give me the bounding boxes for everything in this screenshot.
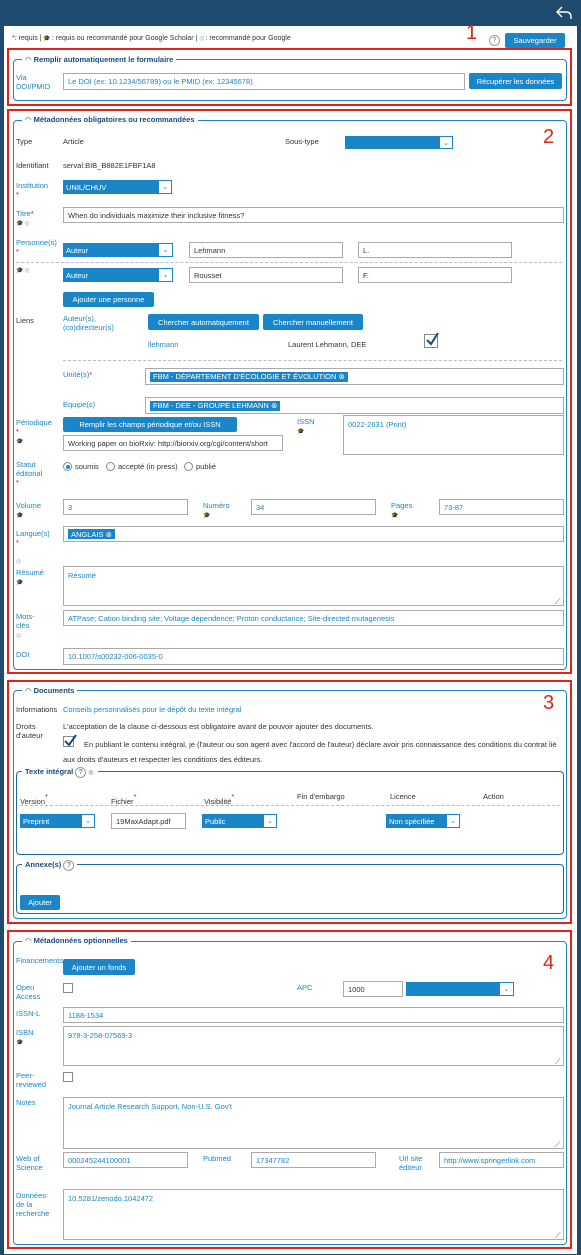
via-label: Via DOI/PMID xyxy=(16,73,51,91)
section-number-1: 1 xyxy=(466,22,478,44)
version-select[interactable]: Preprint xyxy=(20,814,81,828)
person-1-firstname[interactable]: L. xyxy=(358,242,512,258)
institution-select[interactable]: UNIL/CHUV xyxy=(63,180,158,194)
status-submitted-radio[interactable] xyxy=(63,462,72,471)
add-funding-button[interactable]: Ajouter un fonds xyxy=(63,959,135,975)
remove-tag-icon[interactable]: ⊗ xyxy=(105,529,112,539)
periodical-input[interactable]: Working paper on bioRxiv: http://biorxiv.org/cgi/content/short xyxy=(63,435,283,451)
open-access-checkbox[interactable] xyxy=(63,983,73,993)
chevron-down-icon[interactable]: ⌄ xyxy=(263,814,277,828)
link-person-name: Laurent Lehmann, DEE xyxy=(288,340,367,349)
status-accepted-radio[interactable] xyxy=(106,462,115,471)
abstract-label: Résumé 🎓 xyxy=(16,568,44,586)
keywords-label: Mots-clés ◎ xyxy=(16,612,35,639)
fulltext-title: Texte intégral ? ◎ xyxy=(22,767,98,778)
annex-panel xyxy=(16,864,564,914)
section-number-4: 4 xyxy=(543,952,555,974)
currency-select[interactable] xyxy=(406,982,499,996)
type-value: Article xyxy=(63,137,84,146)
peer-reviewed-checkbox[interactable] xyxy=(63,1072,73,1082)
col-file: Fichier* xyxy=(111,792,137,806)
status-accepted-label: accepté (in press) xyxy=(118,462,178,471)
issn-textarea[interactable]: 0022-2631 (Print) xyxy=(343,415,564,455)
status-published-radio[interactable] xyxy=(184,462,193,471)
chevron-down-icon[interactable]: ⌄ xyxy=(158,180,172,194)
legend: *: requis | 🎓: requis ou recommandé pour Google Scholar | ◎: recommandé pour Google xyxy=(12,35,291,42)
info-label: Informations xyxy=(16,705,58,714)
team-tag: FBM - DEE - GROUPE LEHMANN ⊗ xyxy=(150,401,280,411)
remove-tag-icon[interactable]: ⊗ xyxy=(270,401,278,410)
pubmed-input[interactable]: 17347782 xyxy=(251,1152,376,1168)
search-manual-button[interactable]: Chercher manuellement xyxy=(263,314,363,330)
links-label: Liens xyxy=(16,316,34,325)
wos-label: Web of Science xyxy=(16,1154,43,1172)
status-label: Statut éditorial * xyxy=(16,460,43,487)
institution-label: Institution * xyxy=(16,181,49,199)
optional-title: ◠ Métadonnées optionnelles xyxy=(22,936,131,945)
research-data-label: Données de la recherche xyxy=(16,1191,50,1218)
isbn-label: ISBN 🎓 xyxy=(16,1028,34,1046)
language-label: Langue(s) * ◎ xyxy=(16,529,50,565)
fetch-data-button[interactable]: Récupérer les données xyxy=(469,73,562,89)
mandatory-title: ◠ Métadonnées obligatoires ou recommandées xyxy=(22,115,198,124)
person-2-role-select[interactable]: Auteur xyxy=(63,268,158,282)
language-tag: ANGLAIS ⊗ xyxy=(68,529,115,539)
rights-checkbox[interactable] xyxy=(63,736,74,747)
rights-text-line2: aux droits d'auteurs et respecter les conditions des éditeurs. xyxy=(63,755,263,764)
title-label: Titre* 🎓◎ xyxy=(16,209,34,227)
chevron-down-icon[interactable]: ⌄ xyxy=(499,982,514,996)
type-label: Type xyxy=(16,137,33,146)
person-2-firstname[interactable]: F. xyxy=(358,267,512,283)
status-published-label: publié xyxy=(196,462,217,471)
col-action: Action xyxy=(483,792,504,801)
keywords-input[interactable]: ATPase; Cation binding site; Voltage dependence; Proton conductance; Site-directed mutagenesis xyxy=(63,610,564,626)
issn-label: ISSN 🎓 xyxy=(297,417,315,435)
isbn-textarea[interactable]: 978-3-258-07569-3 xyxy=(63,1026,564,1066)
fulltext-panel xyxy=(16,771,564,855)
help-icon[interactable]: ? xyxy=(489,35,500,46)
units-input[interactable] xyxy=(145,368,564,385)
person-2-lastname[interactable]: Rousset xyxy=(189,267,343,283)
apc-label: APC xyxy=(297,983,313,992)
pages-label: Pages 🎓 xyxy=(391,501,413,519)
teams-label: Equipe(s) xyxy=(63,400,96,409)
info-link[interactable]: Conseils personnalisés pour le dépôt du texte intégral xyxy=(63,705,242,714)
help-icon[interactable]: ? xyxy=(75,767,86,778)
autofill-title: ◠ Remplir automatiquement le formulaire xyxy=(22,55,176,64)
chevron-down-icon[interactable]: ⌄ xyxy=(446,814,460,828)
authors-directors-label: Auteur(s), (co)directeur(s) xyxy=(63,314,114,332)
top-bar xyxy=(0,0,581,26)
col-visibility: Visibilité* xyxy=(204,792,235,806)
resize-handle-icon[interactable]: ⟋ xyxy=(555,1231,561,1240)
scholar-icon: 🎓 xyxy=(43,36,52,42)
pubmed-label: Pubmed xyxy=(203,1154,231,1163)
documents-title: ◠ Documents xyxy=(22,686,77,695)
chevron-down-icon[interactable]: ⌄ xyxy=(439,136,453,149)
issn-l-input[interactable]: 1188-1534 xyxy=(63,1007,564,1023)
open-access-label: Open Access xyxy=(16,983,41,1001)
subtype-label: Sous-type xyxy=(285,137,319,146)
person-1-lastname[interactable]: Lehmann xyxy=(189,242,343,258)
divider xyxy=(20,805,560,806)
publisher-url-input[interactable]: http://www.springerlink.com xyxy=(439,1152,564,1168)
identifier-value: serval:BIB_B882E1FBF1A8 xyxy=(63,161,156,170)
chevron-down-icon[interactable]: ⌄ xyxy=(81,814,95,828)
visibility-select[interactable]: Public xyxy=(202,814,263,828)
publisher-url-label: Url site éditeur xyxy=(399,1154,423,1172)
number-input[interactable]: 34 xyxy=(251,499,376,515)
add-annex-button[interactable]: Ajouter xyxy=(20,895,60,910)
unit-tag: FBM - DÉPARTEMENT D'ÉCOLOGIE ET ÉVOLUTION ⊗ xyxy=(150,372,348,382)
help-icon[interactable]: ? xyxy=(63,860,74,871)
rights-label: Droits d'auteur xyxy=(16,722,43,740)
issn-l-label: ISSN-L xyxy=(16,1009,41,1018)
file-input[interactable]: 19MaxAdapt.pdf xyxy=(111,813,186,829)
link-checkbox[interactable] xyxy=(424,334,438,348)
save-button[interactable]: Sauvegarder xyxy=(505,33,565,48)
col-version: Version* xyxy=(20,792,48,806)
section-number-3: 3 xyxy=(543,692,555,714)
abstract-textarea[interactable]: Résumé xyxy=(63,566,564,606)
notes-label: Notes xyxy=(16,1098,36,1107)
peer-reviewed-label: Peer-reviewed xyxy=(16,1071,47,1089)
col-embargo: Fin d'embargo xyxy=(297,792,345,801)
resize-handle-icon[interactable]: ⟋ xyxy=(555,1057,561,1066)
wos-input[interactable]: 000245244100001 xyxy=(63,1152,188,1168)
google-icon: ◎ xyxy=(199,36,206,42)
search-auto-button[interactable]: Chercher automatiquement xyxy=(148,314,259,330)
doi-pmid-input[interactable]: Le DOI (ex: 10.1234/56789) ou le PMID (ex: 12345678) xyxy=(63,73,465,90)
apc-input[interactable]: 1000 xyxy=(343,981,403,997)
notes-textarea[interactable]: Journal Article Research Support, Non-U.S. Gov't xyxy=(63,1097,564,1149)
language-input[interactable] xyxy=(63,526,564,542)
doi-label: DOI xyxy=(16,650,30,659)
rights-note: L'acceptation de la clause ci-dessous est obligatoire avant de pouvoir ajouter des documents. xyxy=(63,722,374,731)
link-username[interactable]: llehmann xyxy=(148,340,179,349)
person-1-role-select[interactable]: Auteur xyxy=(63,243,158,257)
resize-handle-icon[interactable]: ⟋ xyxy=(555,597,561,606)
title-input[interactable]: When do individuals maximize their inclusive fitness? xyxy=(63,207,564,223)
col-license: Licence xyxy=(390,792,416,801)
identifier-label: Identifiant xyxy=(16,161,49,170)
divider xyxy=(16,262,562,263)
chevron-down-icon[interactable]: ⌄ xyxy=(158,268,173,282)
rights-text-line1: En publiant le contenu intégral, je (l'auteur ou son agent avec l'accord de l'auteur) déclare avoir pris connaissance des conditions du contrat lié xyxy=(84,740,557,749)
remove-tag-icon[interactable]: ⊗ xyxy=(338,372,345,381)
doi-input[interactable]: 10.1007/s00232-006-0035-0 xyxy=(63,648,564,665)
fill-periodical-button[interactable]: Remplir les champs périodique et/ou ISSN xyxy=(63,417,237,432)
teams-input[interactable] xyxy=(145,397,564,414)
status-submitted-label: soumis xyxy=(75,462,99,471)
resize-handle-icon[interactable]: ⟋ xyxy=(555,1140,561,1149)
chevron-down-icon[interactable]: ⌄ xyxy=(158,243,173,257)
periodical-label: Périodique * 🎓 xyxy=(16,418,52,445)
pages-input[interactable]: 73-87 xyxy=(439,499,564,515)
number-label: Numéro 🎓 xyxy=(203,501,230,519)
add-person-button[interactable]: Ajouter une personne xyxy=(63,292,154,307)
back-arrow-icon[interactable] xyxy=(555,5,573,21)
license-select[interactable]: Non spécifiée xyxy=(386,814,446,828)
annex-title: Annexe(s) ? xyxy=(22,860,77,871)
units-label: Unité(s)* xyxy=(63,370,93,379)
subtype-select[interactable] xyxy=(345,136,439,149)
funding-label: Financements xyxy=(16,956,64,965)
research-data-textarea[interactable]: 10.5281/zenodo.1042472 xyxy=(63,1189,564,1240)
section-number-2: 2 xyxy=(543,126,555,148)
check-icon xyxy=(64,734,77,747)
check-icon xyxy=(425,332,439,346)
volume-input[interactable]: 3 xyxy=(63,499,188,515)
persons-label: Personne(s) * 🎓◎ xyxy=(16,238,57,274)
volume-label: Volume 🎓 xyxy=(16,501,42,519)
divider xyxy=(63,360,562,361)
